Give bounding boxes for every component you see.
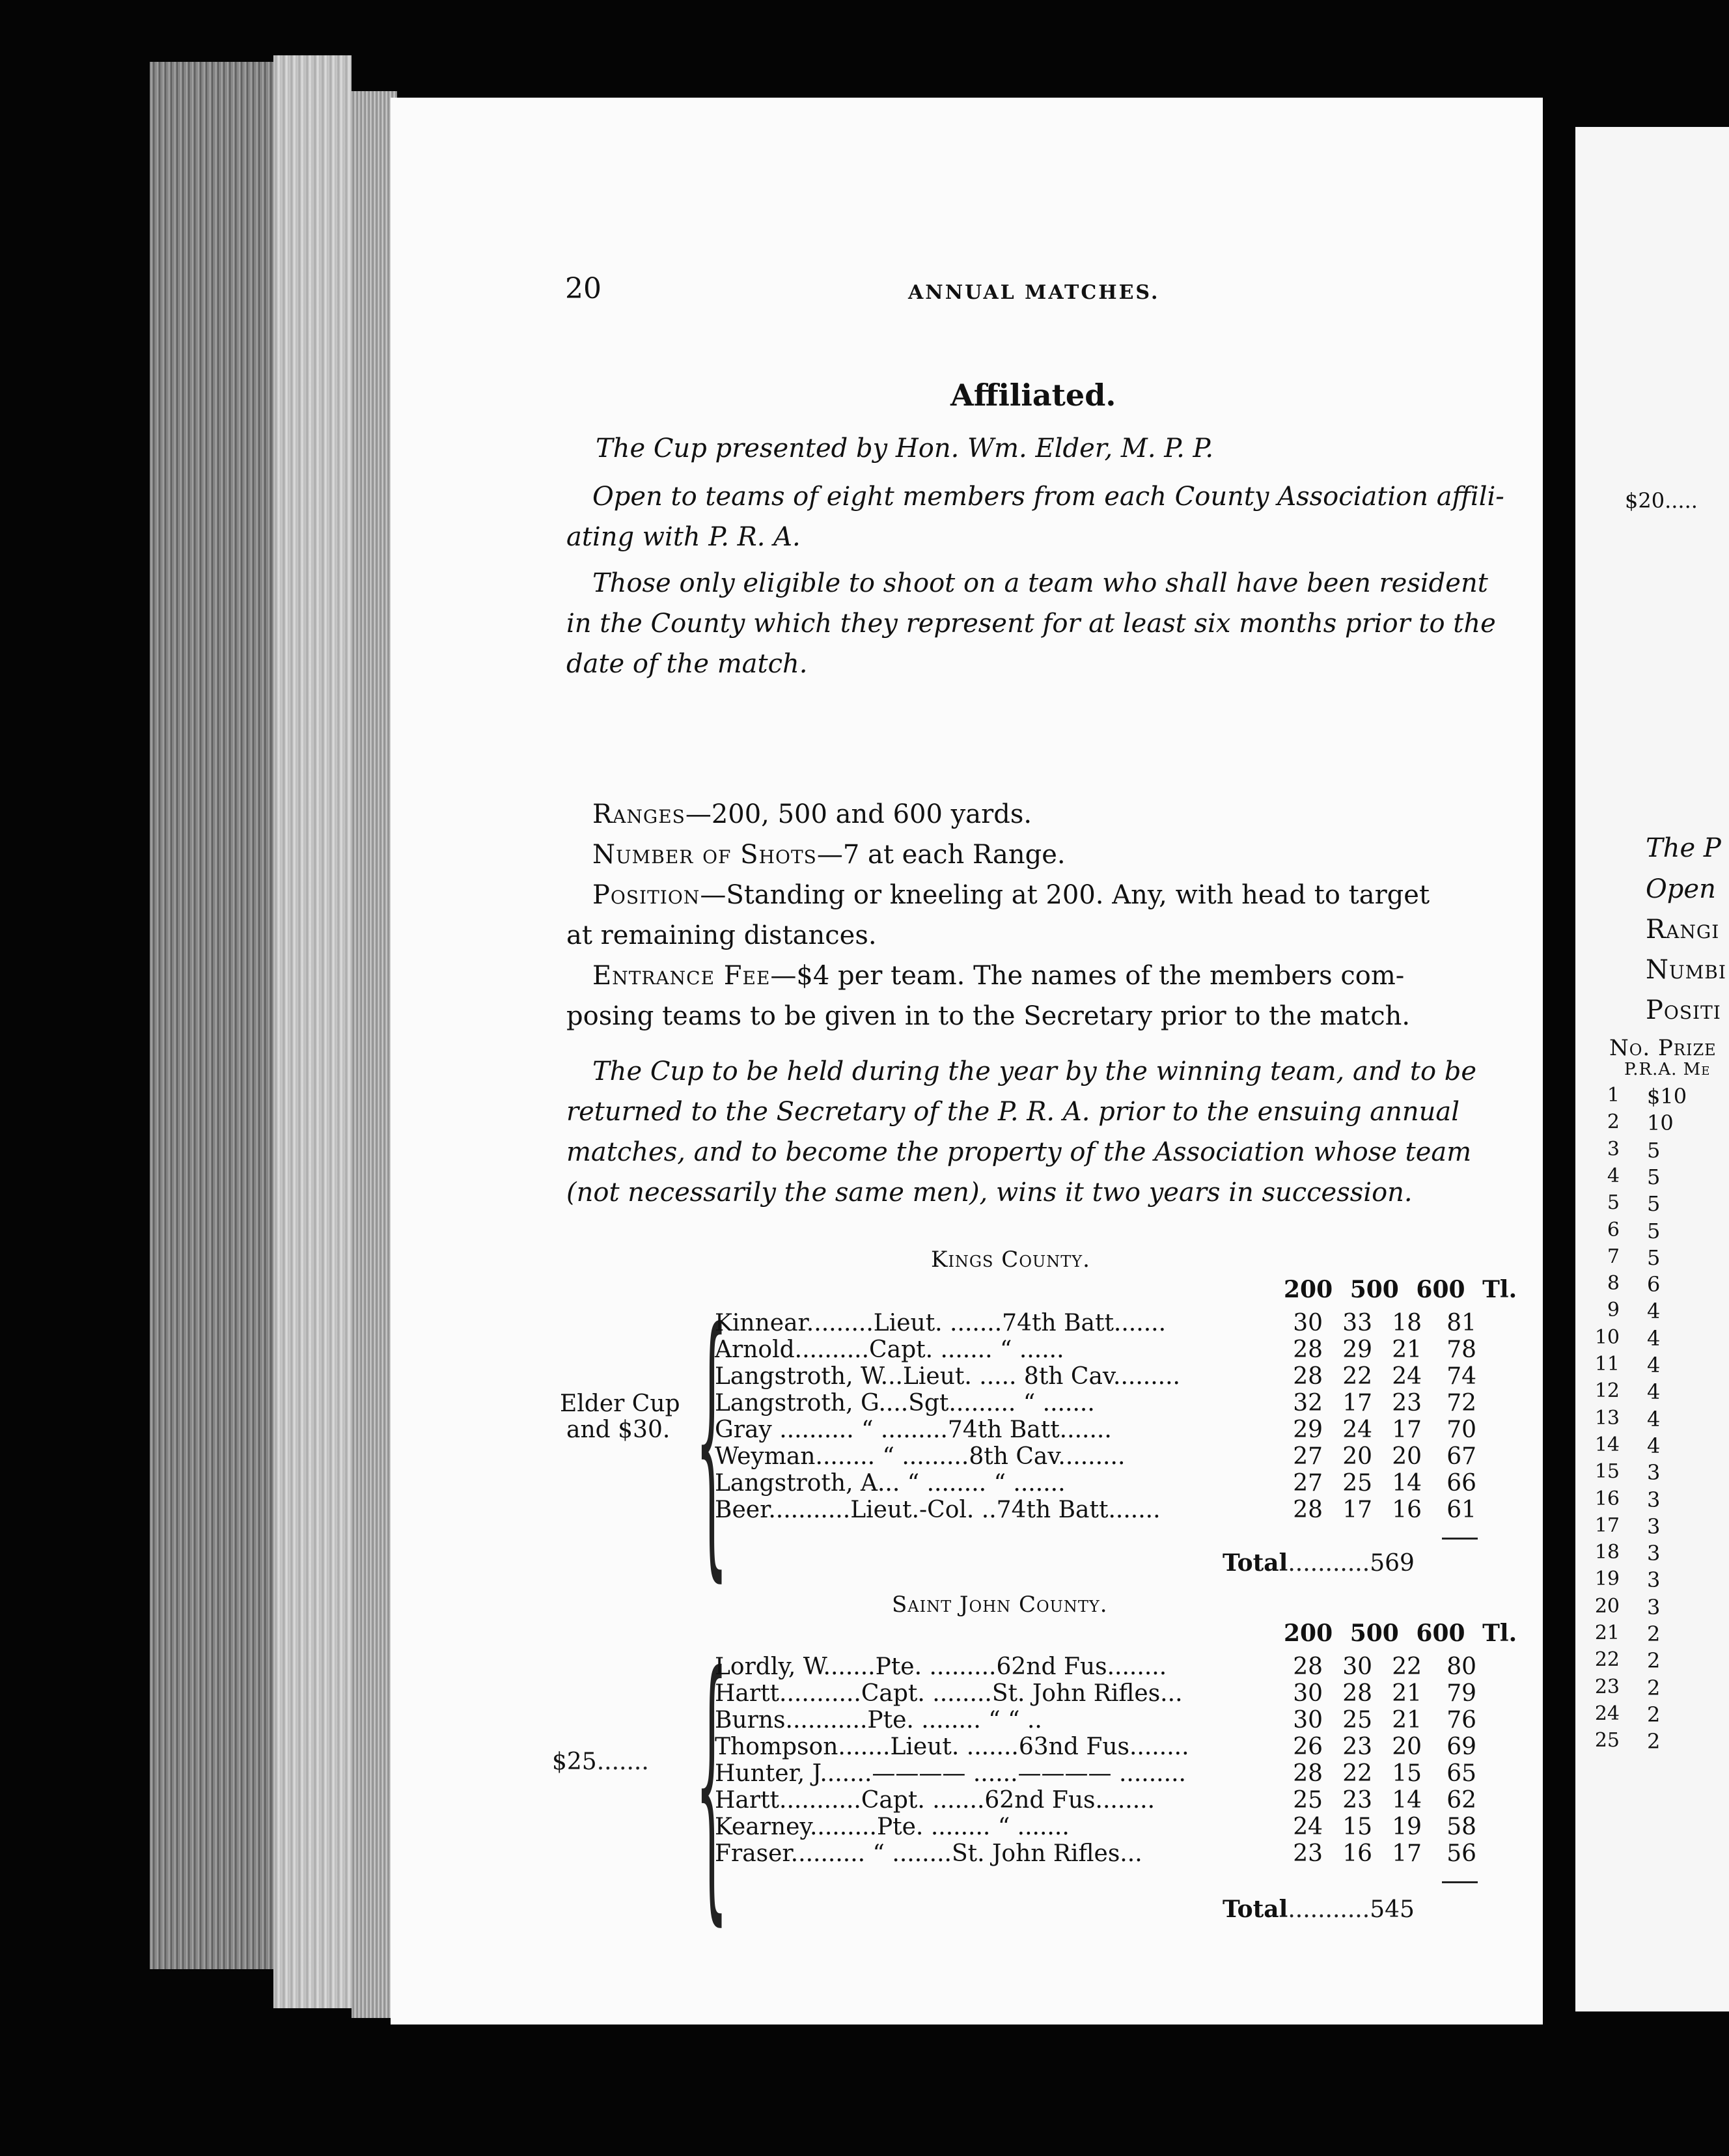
kings-row-1-score-4: 81 [1446, 1310, 1476, 1336]
facing-row-4-prize: 5 [1647, 1164, 1661, 1189]
saint-john-row-5-entry: Hunter, J.......———— ......———— ......... [715, 1760, 1186, 1787]
fee-text-1: —$4 per team. The names of the members com- [770, 961, 1405, 991]
facing-row-22-number: 22 [1594, 1648, 1620, 1672]
col-tl: Tl. [1482, 1276, 1517, 1303]
kings-row-7-entry: Langstroth, A... “ ........ “ ....... [715, 1470, 1066, 1497]
saint-john-row-3-score-2: 25 [1342, 1707, 1372, 1734]
saint-john-row-1-entry: Lordly, W.......Pte. .........62nd Fus........ [715, 1653, 1167, 1680]
facing-row-6-number: 6 [1607, 1218, 1620, 1241]
facing-line-3: Rangi [1646, 915, 1720, 945]
open-paragraph [566, 477, 1504, 557]
facing-row-9-prize: 4 [1647, 1299, 1661, 1324]
kings-column-header [1284, 1276, 1517, 1303]
held-line-3: matches, and to become the property of the Association whose team [566, 1137, 1472, 1167]
facing-row-9-number: 9 [1607, 1299, 1620, 1322]
saint-john-row-6-score-1: 25 [1293, 1787, 1323, 1814]
kings-total-value: 569 [1370, 1550, 1415, 1577]
saint-john-row-3-score-3: 21 [1392, 1707, 1422, 1734]
saint-john-row-2-score-4: 79 [1446, 1680, 1476, 1707]
saint-john-row-1-score-3: 22 [1392, 1653, 1422, 1680]
fee-label: Entrance Fee [592, 961, 771, 991]
fee-line [592, 956, 1430, 996]
saint-john-row-8-entry: Fraser.......... “ ........St. John Rifles... [715, 1840, 1142, 1867]
facing-row-24-prize: 2 [1647, 1702, 1661, 1727]
facing-row-13-number: 13 [1594, 1406, 1620, 1430]
facing-header-2: P.R.A. Me [1624, 1060, 1711, 1079]
saint-john-total-line [1223, 1896, 1415, 1923]
saint-john-row-7-score-1: 24 [1293, 1814, 1323, 1840]
facing-row-11-prize: 4 [1647, 1353, 1661, 1377]
conditions [566, 794, 1430, 1036]
facing-row-7-prize: 5 [1647, 1245, 1661, 1270]
held-line-2: returned to the Secretary of the P. R. A. prior to the ensuing annual [566, 1097, 1460, 1127]
ranges-line [592, 794, 1430, 835]
saint-john-prize [552, 1748, 649, 1775]
facing-row-18-prize: 3 [1647, 1541, 1661, 1566]
kings-row-6-entry: Weyman........ “ .........8th Cav......... [715, 1443, 1126, 1470]
facing-row-4-number: 4 [1607, 1164, 1620, 1187]
elig-line-2: in the County which they represent for at least six months prior to the [566, 609, 1496, 639]
kings-row-5-score-2: 24 [1342, 1417, 1372, 1443]
kings-row-2-score-4: 78 [1446, 1336, 1476, 1363]
cup-held-paragraph [566, 1051, 1477, 1213]
kings-row-3-entry: Langstroth, W...Lieut. ..... 8th Cav......... [715, 1363, 1180, 1390]
facing-row-1-prize: $10 [1647, 1084, 1687, 1109]
saint-john-row-5-score-4: 65 [1446, 1760, 1476, 1787]
kings-prize-1: Elder Cup [560, 1390, 680, 1417]
kings-prize-2: and $30. [566, 1417, 671, 1443]
facing-header-1: No. Prize [1609, 1035, 1717, 1061]
facing-row-8-prize: 6 [1647, 1272, 1661, 1297]
facing-row-8-number: 8 [1607, 1272, 1620, 1295]
saint-john-row-5-score-1: 28 [1293, 1760, 1323, 1787]
saint-john-row-1-score-1: 28 [1293, 1653, 1323, 1680]
saint-john-row-8-score-2: 16 [1342, 1840, 1372, 1867]
kings-row-3-score-4: 74 [1446, 1363, 1476, 1390]
facing-line-2: Open [1646, 874, 1716, 904]
position-text-2: at remaining distances. [566, 920, 877, 950]
saint-john-row-6-entry: Hartt...........Capt. .......62nd Fus........ [715, 1787, 1155, 1814]
ranges-text: —200, 500 and 600 yards. [685, 799, 1032, 829]
kings-brace: { [695, 1272, 728, 1605]
sj-col-tl: Tl. [1482, 1620, 1517, 1647]
facing-row-6-prize: 5 [1647, 1218, 1661, 1243]
kings-row-1-score-3: 18 [1392, 1310, 1422, 1336]
saint-john-column-header [1284, 1620, 1517, 1647]
saint-john-row-5-score-3: 15 [1392, 1760, 1422, 1787]
kings-row-1-score-1: 30 [1293, 1310, 1323, 1336]
kings-row-3-score-3: 24 [1392, 1363, 1422, 1390]
facing-row-10-prize: 4 [1647, 1325, 1661, 1351]
elig-line-1: Those only eligible to shoot on a team who shall have been resident [592, 568, 1488, 598]
facing-row-12-number: 12 [1594, 1379, 1620, 1403]
position-text-1: —Standing or kneeling at 200. Any, with head to target [700, 880, 1430, 910]
facing-row-12-prize: 4 [1647, 1379, 1661, 1405]
facing-row-7-number: 7 [1607, 1245, 1620, 1268]
facing-row-3-number: 3 [1607, 1137, 1620, 1161]
facing-row-17-number: 17 [1594, 1513, 1620, 1537]
saint-john-row-8-score-1: 23 [1293, 1840, 1323, 1867]
facing-row-20-prize: 3 [1647, 1594, 1661, 1620]
saint-john-total-label: Total [1223, 1896, 1288, 1923]
facing-row-25-number: 25 [1594, 1729, 1620, 1752]
facing-page [1575, 127, 1729, 2011]
facing-row-18-number: 18 [1594, 1541, 1620, 1564]
facing-prize-line: $20..... [1625, 488, 1698, 513]
facing-row-20-number: 20 [1594, 1594, 1620, 1618]
cup-paragraph: The Cup presented by Hon. Wm. Elder, M. P. P. [596, 434, 1214, 463]
saint-john-row-2-score-3: 21 [1392, 1680, 1422, 1707]
saint-john-row-7-score-3: 19 [1392, 1814, 1422, 1840]
kings-row-5-entry: Gray .......... “ .........74th Batt....... [715, 1417, 1112, 1443]
kings-row-8-score-1: 28 [1293, 1497, 1323, 1523]
eligibility-paragraph [566, 563, 1496, 684]
saint-john-heading: Saint John County. [892, 1592, 1108, 1618]
saint-john-row-2-score-2: 28 [1342, 1680, 1372, 1707]
kings-total-label: Total [1223, 1549, 1288, 1577]
kings-row-8-entry: Beer...........Lieut.-Col. ..74th Batt....... [715, 1497, 1161, 1523]
kings-row-8-score-4: 61 [1446, 1497, 1476, 1523]
kings-row-6-score-4: 67 [1446, 1443, 1476, 1470]
facing-row-11-number: 11 [1594, 1353, 1620, 1375]
saint-john-row-6-score-4: 62 [1446, 1787, 1476, 1814]
saint-john-row-8-score-4: 56 [1446, 1840, 1476, 1867]
kings-row-7-score-1: 27 [1293, 1470, 1323, 1497]
saint-john-prize-value: $25 [552, 1748, 597, 1775]
sj-col-200: 200 [1284, 1620, 1333, 1647]
col-600: 600 [1416, 1276, 1465, 1303]
section-title: Affiliated. [950, 378, 1116, 413]
kings-row-2-score-2: 29 [1342, 1336, 1372, 1363]
facing-row-19-prize: 3 [1647, 1568, 1661, 1593]
saint-john-row-4-score-1: 26 [1293, 1734, 1323, 1760]
kings-row-5-score-4: 70 [1446, 1417, 1476, 1443]
facing-row-2-prize: 10 [1647, 1111, 1674, 1136]
shots-label: Number of Shots [592, 840, 817, 870]
saint-john-row-2-score-1: 30 [1293, 1680, 1323, 1707]
facing-line-5: Positi [1646, 995, 1721, 1025]
saint-john-prize-dots: ....... [596, 1748, 649, 1775]
book-page [391, 98, 1543, 2025]
kings-row-4-score-4: 72 [1446, 1390, 1476, 1417]
ranges-label: Ranges [592, 799, 685, 829]
saint-john-row-3-entry: Burns...........Pte. ........ “ “ .. [715, 1707, 1042, 1734]
kings-row-7-score-4: 66 [1446, 1470, 1476, 1497]
facing-row-17-prize: 3 [1647, 1513, 1661, 1539]
position-line [592, 875, 1430, 915]
facing-row-21-number: 21 [1594, 1622, 1620, 1644]
saint-john-total-rule [1442, 1881, 1478, 1883]
kings-row-4-score-3: 23 [1392, 1390, 1422, 1417]
saint-john-row-4-score-4: 69 [1446, 1734, 1476, 1760]
facing-row-5-prize: 5 [1647, 1191, 1661, 1217]
kings-row-2-score-1: 28 [1293, 1336, 1323, 1363]
saint-john-total-value: 545 [1370, 1896, 1415, 1923]
saint-john-row-7-score-2: 15 [1342, 1814, 1372, 1840]
facing-row-3-prize: 5 [1647, 1137, 1661, 1163]
kings-row-7-score-2: 25 [1342, 1470, 1372, 1497]
saint-john-total-dots: ........... [1288, 1896, 1370, 1923]
saint-john-row-7-score-4: 58 [1446, 1814, 1476, 1840]
shots-text: —7 at each Range. [816, 840, 1066, 870]
facing-row-2-number: 2 [1607, 1111, 1620, 1134]
held-line-4: (not necessarily the same men), wins it two years in succession. [566, 1178, 1413, 1208]
held-line-1: The Cup to be held during the year by the winning team, and to be [592, 1057, 1477, 1086]
kings-row-1-score-2: 33 [1342, 1310, 1372, 1336]
kings-row-6-score-2: 20 [1342, 1443, 1372, 1470]
saint-john-row-6-score-3: 14 [1392, 1787, 1422, 1814]
saint-john-row-7-entry: Kearney.........Pte. ........ “ ....... [715, 1814, 1070, 1840]
kings-row-6-score-3: 20 [1392, 1443, 1422, 1470]
facing-row-13-prize: 4 [1647, 1406, 1661, 1431]
facing-row-16-prize: 3 [1647, 1487, 1661, 1512]
saint-john-row-3-score-1: 30 [1293, 1707, 1323, 1734]
saint-john-brace: { [695, 1616, 728, 1949]
col-200: 200 [1284, 1276, 1333, 1303]
saint-john-row-6-score-2: 23 [1342, 1787, 1372, 1814]
facing-row-1-number: 1 [1607, 1084, 1620, 1107]
saint-john-row-3-score-4: 76 [1446, 1707, 1476, 1734]
saint-john-row-4-score-3: 20 [1392, 1734, 1422, 1760]
facing-row-21-prize: 2 [1647, 1622, 1661, 1646]
facing-row-23-number: 23 [1594, 1675, 1620, 1698]
facing-row-15-prize: 3 [1647, 1460, 1661, 1486]
saint-john-row-2-entry: Hartt...........Capt. ........St. John Rifles... [715, 1680, 1183, 1707]
sj-col-600: 600 [1416, 1620, 1465, 1647]
facing-row-14-number: 14 [1594, 1433, 1620, 1456]
kings-county-heading: Kings County. [931, 1247, 1090, 1273]
running-head: ANNUAL MATCHES. [908, 281, 1160, 304]
kings-row-7-score-3: 14 [1392, 1470, 1422, 1497]
page-number: 20 [565, 272, 602, 305]
fee-text-2: posing teams to be given in to the Secretary prior to the match. [566, 1001, 1411, 1031]
facing-row-22-prize: 2 [1647, 1648, 1661, 1674]
kings-row-2-score-3: 21 [1392, 1336, 1422, 1363]
facing-row-23-prize: 2 [1647, 1675, 1661, 1700]
saint-john-row-1-score-2: 30 [1342, 1653, 1372, 1680]
facing-row-25-prize: 2 [1647, 1729, 1661, 1754]
sj-col-500: 500 [1349, 1620, 1399, 1647]
kings-row-2-entry: Arnold..........Capt. ....... “ ...... [715, 1336, 1064, 1363]
shots-line [592, 835, 1430, 875]
saint-john-row-4-score-2: 23 [1342, 1734, 1372, 1760]
facing-line-1: The P [1646, 833, 1721, 863]
saint-john-row-4-entry: Thompson.......Lieut. .......63nd Fus........ [715, 1734, 1189, 1760]
kings-row-4-entry: Langstroth, G....Sgt......... “ ....... [715, 1390, 1095, 1417]
kings-row-3-score-2: 22 [1342, 1363, 1372, 1390]
open-line-2: ating with P. R. A. [566, 522, 801, 552]
col-500: 500 [1349, 1276, 1399, 1303]
kings-row-8-score-2: 17 [1342, 1497, 1372, 1523]
kings-row-8-score-3: 16 [1392, 1497, 1422, 1523]
facing-line-4: Numbi [1646, 955, 1726, 985]
kings-row-4-score-2: 17 [1342, 1390, 1372, 1417]
kings-total-dots: ........... [1288, 1550, 1370, 1577]
position-label: Position [592, 880, 700, 910]
saint-john-row-5-score-2: 22 [1342, 1760, 1372, 1787]
kings-row-1-entry: Kinnear.........Lieut. .......74th Batt....... [715, 1310, 1167, 1336]
saint-john-row-1-score-4: 80 [1446, 1653, 1476, 1680]
saint-john-row-8-score-3: 17 [1392, 1840, 1422, 1867]
facing-row-10-number: 10 [1594, 1325, 1620, 1349]
kings-row-4-score-1: 32 [1293, 1390, 1323, 1417]
kings-row-5-score-1: 29 [1293, 1417, 1323, 1443]
book-page-edges [150, 62, 273, 1969]
kings-total-line [1223, 1549, 1415, 1577]
facing-row-5-number: 5 [1607, 1191, 1620, 1215]
kings-total-rule [1442, 1538, 1478, 1540]
facing-row-15-number: 15 [1594, 1460, 1620, 1484]
kings-row-3-score-1: 28 [1293, 1363, 1323, 1390]
elig-line-3: date of the match. [566, 649, 808, 679]
facing-row-14-prize: 4 [1647, 1433, 1661, 1458]
facing-row-24-number: 24 [1594, 1702, 1620, 1725]
kings-row-6-score-1: 27 [1293, 1443, 1323, 1470]
kings-row-5-score-3: 17 [1392, 1417, 1422, 1443]
facing-row-19-number: 19 [1594, 1568, 1620, 1591]
facing-row-16-number: 16 [1594, 1487, 1620, 1510]
open-line-1: Open to teams of eight members from each County Association affili- [592, 482, 1504, 512]
book-page-edges-light [273, 55, 352, 2008]
